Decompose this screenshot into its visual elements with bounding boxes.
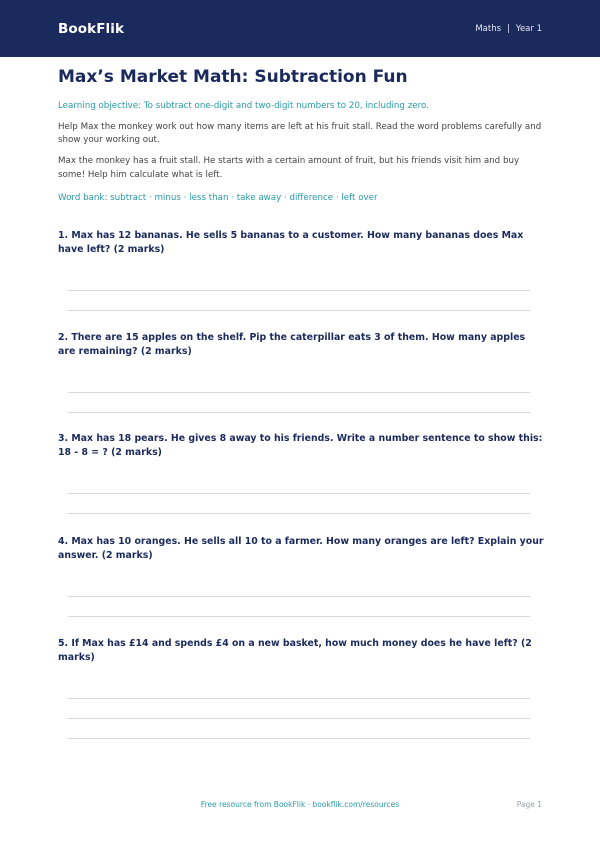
subject-year-label bbox=[475, 24, 542, 34]
answer-line[interactable] bbox=[68, 698, 530, 699]
answer-line[interactable] bbox=[68, 310, 530, 311]
answer-line[interactable] bbox=[68, 596, 530, 597]
page-number: Page 1 bbox=[516, 800, 542, 809]
answer-line[interactable] bbox=[68, 718, 530, 719]
answer-line[interactable] bbox=[68, 412, 530, 413]
learning-objective: Learning objective: To subtract one-digit and two-digit numbers to 20, including zero. bbox=[58, 101, 429, 111]
intro-paragraph-2: Max the monkey has a fruit stall. He starts with a certain amount of fruit, but his friends visit him and buy some! Help him calculate what is left. bbox=[58, 156, 520, 180]
question-4 bbox=[58, 535, 544, 563]
question-1 bbox=[58, 229, 544, 257]
question-2 bbox=[58, 331, 544, 359]
meta-separator: | bbox=[507, 23, 510, 34]
answer-line[interactable] bbox=[68, 493, 530, 494]
worksheet-intro bbox=[58, 66, 544, 205]
question-text: 5. If Max has £14 and spends £4 on a new basket, how much money does he have left? (2 marks) bbox=[58, 638, 532, 663]
answer-line[interactable] bbox=[68, 738, 530, 739]
footer-resource-link[interactable]: Free resource from BookFlik · bookflik.com/resources bbox=[200, 800, 400, 809]
answer-line[interactable] bbox=[68, 616, 530, 617]
question-text: 1. Max has 12 bananas. He sells 5 bananas to a customer. How many bananas does Max have left? (2 marks) bbox=[58, 230, 524, 255]
word-bank: Word bank: subtract · minus · less than · take away · difference · left over bbox=[58, 192, 378, 203]
worksheet-title: Max’s Market Math: Subtraction Fun bbox=[58, 67, 408, 87]
question-text: 2. There are 15 apples on the shelf. Pip the caterpillar eats 3 of them. How many apples are remaining? (2 marks) bbox=[58, 332, 526, 357]
question-5 bbox=[58, 637, 544, 665]
question-3 bbox=[58, 432, 544, 460]
year-label: Year 1 bbox=[515, 23, 542, 34]
intro-paragraph-1: Help Max the monkey work out how many items are left at his fruit stall. Read the word problems carefully and show your working out. bbox=[58, 122, 542, 146]
answer-line[interactable] bbox=[68, 290, 530, 291]
question-text: 4. Max has 10 oranges. He sells all 10 to a farmer. How many oranges are left? Explain your answer. (2 marks) bbox=[58, 536, 544, 561]
subject-label: Maths bbox=[475, 23, 502, 34]
answer-line[interactable] bbox=[68, 513, 530, 514]
page-footer bbox=[0, 800, 600, 816]
answer-line[interactable] bbox=[68, 392, 530, 393]
brand-logo-text: BookFlik bbox=[58, 20, 125, 37]
page-header bbox=[0, 0, 600, 57]
question-text: 3. Max has 18 pears. He gives 8 away to his friends. Write a number sentence to show this: 18 - 8 = ? (2 marks) bbox=[58, 433, 543, 458]
